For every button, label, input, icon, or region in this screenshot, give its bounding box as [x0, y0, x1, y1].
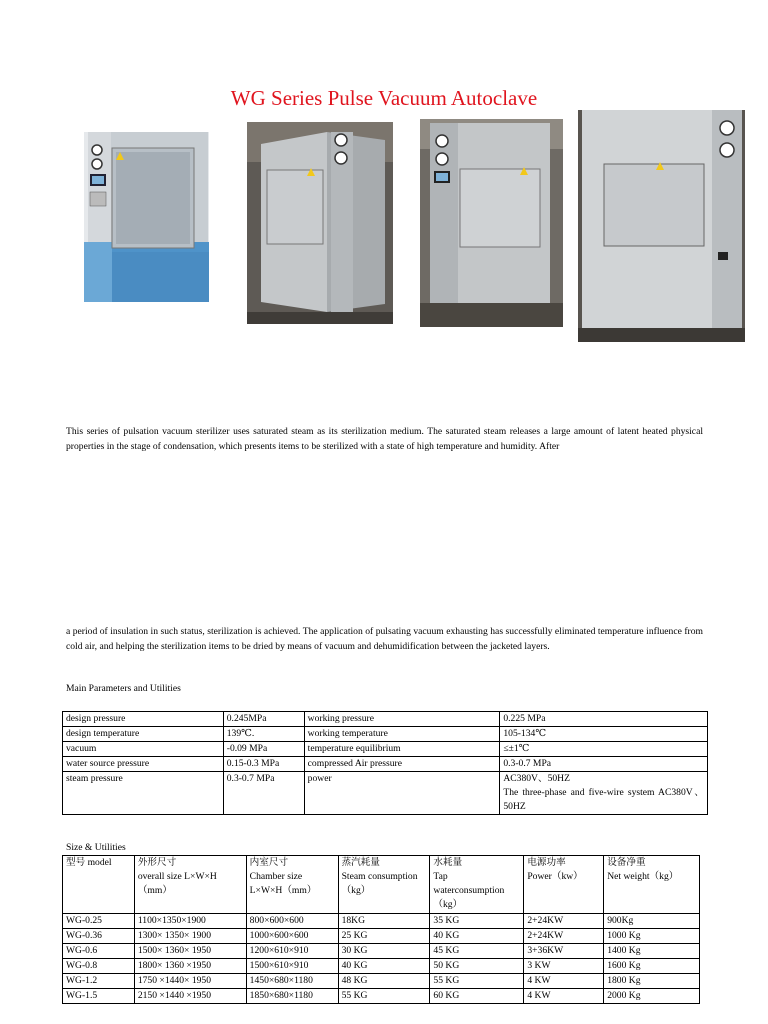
- cell-weight: 1600 Kg: [604, 959, 700, 974]
- sizes-table: [62, 855, 700, 1004]
- params-heading: Main Parameters and Utilities: [66, 683, 181, 694]
- cell-weight: 1400 Kg: [604, 944, 700, 959]
- table-row: [63, 757, 708, 772]
- cell-power: 4 KW: [524, 974, 604, 989]
- cell-chamber-size: 1450×680×1180: [246, 974, 338, 989]
- param-label: steam pressure: [63, 772, 224, 815]
- param-value: 0.225 MPa: [500, 712, 708, 727]
- cell-steam: 25 KG: [338, 929, 430, 944]
- cell-model: WG-0.36: [63, 929, 135, 944]
- param-value: 0.245MPa: [223, 712, 304, 727]
- cell-power: 2+24KW: [524, 929, 604, 944]
- table-row: [63, 914, 700, 929]
- page-title: WG Series Pulse Vacuum Autoclave: [230, 86, 538, 110]
- param-label: temperature equilibrium: [304, 742, 500, 757]
- param-value: -0.09 MPa: [223, 742, 304, 757]
- intro-paragraph-1: This series of pulsation vacuum sterilizer uses saturated steam as its sterilization medium. The saturated steam releases a large amount of latent heated physical properties in the stage of condensation, which presents items to be sterilized with a state of high temperature and humidity. After: [66, 426, 703, 452]
- params-table: [62, 711, 708, 815]
- cell-overall-size: 2150 ×1440 ×1950: [134, 989, 246, 1004]
- cell-steam: 55 KG: [338, 989, 430, 1004]
- sizes-heading: Size & Utilities: [66, 842, 126, 853]
- table-header-row: [63, 856, 700, 914]
- cell-chamber-size: 1500×610×910: [246, 959, 338, 974]
- cell-weight: 1800 Kg: [604, 974, 700, 989]
- param-label: design temperature: [63, 727, 224, 742]
- cell-model: WG-0.25: [63, 914, 135, 929]
- cell-chamber-size: 1000×600×600: [246, 929, 338, 944]
- autoclave-photo-4: [578, 110, 745, 342]
- param-value: ≤±1℃: [500, 742, 708, 757]
- table-row: [63, 727, 708, 742]
- intro-paragraph-2: a period of insulation in such status, sterilization is achieved. The application of pulsating vacuum exhausting has successfully eliminated temperature influence from cold air, and helping the sterilization items to be dried by means of vacuum and dehumidification between the jacketed layers.: [66, 626, 703, 652]
- param-value: 0.3-0.7 MPa: [223, 772, 304, 815]
- cell-weight: 2000 Kg: [604, 989, 700, 1004]
- autoclave-photo-1: [84, 132, 209, 302]
- cell-water: 60 KG: [430, 989, 524, 1004]
- param-value: 105-134℃: [500, 727, 708, 742]
- cell-overall-size: 1800× 1360 ×1950: [134, 959, 246, 974]
- cell-water: 50 KG: [430, 959, 524, 974]
- cell-water: 45 KG: [430, 944, 524, 959]
- cell-model: WG-1.2: [63, 974, 135, 989]
- cell-chamber-size: 800×600×600: [246, 914, 338, 929]
- cell-steam: 30 KG: [338, 944, 430, 959]
- param-value: 0.15-0.3 MPa: [223, 757, 304, 772]
- col-header-weight: 设备净重 Net weight（kg）: [604, 856, 700, 914]
- table-row: [63, 989, 700, 1004]
- table-row: [63, 772, 708, 815]
- autoclave-photo-2: [247, 122, 393, 324]
- cell-water: 40 KG: [430, 929, 524, 944]
- param-label: vacuum: [63, 742, 224, 757]
- table-row: [63, 929, 700, 944]
- col-header-chamber-size: 内室尺寸 Chamber size L×W×H（mm）: [246, 856, 338, 914]
- power-value-line1: AC380V、50HZ: [503, 773, 570, 784]
- param-label: working temperature: [304, 727, 500, 742]
- param-label: power: [304, 772, 500, 815]
- cell-steam: 40 KG: [338, 959, 430, 974]
- cell-weight: 900Kg: [604, 914, 700, 929]
- param-value: 139℃.: [223, 727, 304, 742]
- cell-steam: 18KG: [338, 914, 430, 929]
- cell-power: 3 KW: [524, 959, 604, 974]
- cell-weight: 1000 Kg: [604, 929, 700, 944]
- cell-overall-size: 1500× 1360× 1950: [134, 944, 246, 959]
- cell-model: WG-0.6: [63, 944, 135, 959]
- param-label: working pressure: [304, 712, 500, 727]
- autoclave-photo-3: [420, 119, 563, 327]
- table-row: [63, 742, 708, 757]
- col-header-steam: 蒸汽耗量 Steam consumption（kg）: [338, 856, 430, 914]
- cell-overall-size: 1100×1350×1900: [134, 914, 246, 929]
- col-header-overall-size: 外形尺寸 overall size L×W×H（mm）: [134, 856, 246, 914]
- param-value: 0.3-0.7 MPa: [500, 757, 708, 772]
- cell-water: 35 KG: [430, 914, 524, 929]
- table-row: [63, 944, 700, 959]
- param-label: compressed Air pressure: [304, 757, 500, 772]
- col-header-water: 水耗量 Tap waterconsumption（kg）: [430, 856, 524, 914]
- col-header-model: 型号 model: [63, 856, 135, 914]
- table-row: [63, 974, 700, 989]
- cell-power: 3+36KW: [524, 944, 604, 959]
- cell-chamber-size: 1850×680×1180: [246, 989, 338, 1004]
- cell-overall-size: 1750 ×1440× 1950: [134, 974, 246, 989]
- power-value-line2: The three-phase and five-wire system AC380V、50HZ: [503, 787, 704, 812]
- table-row: [63, 959, 700, 974]
- cell-model: WG-1.5: [63, 989, 135, 1004]
- param-label: water source pressure: [63, 757, 224, 772]
- param-value: [500, 772, 708, 815]
- cell-overall-size: 1300× 1350× 1900: [134, 929, 246, 944]
- cell-power: 4 KW: [524, 989, 604, 1004]
- cell-steam: 48 KG: [338, 974, 430, 989]
- col-header-power: 电源功率 Power（kw）: [524, 856, 604, 914]
- cell-model: WG-0.8: [63, 959, 135, 974]
- table-row: [63, 712, 708, 727]
- cell-chamber-size: 1200×610×910: [246, 944, 338, 959]
- cell-power: 2+24KW: [524, 914, 604, 929]
- cell-water: 55 KG: [430, 974, 524, 989]
- param-label: design pressure: [63, 712, 224, 727]
